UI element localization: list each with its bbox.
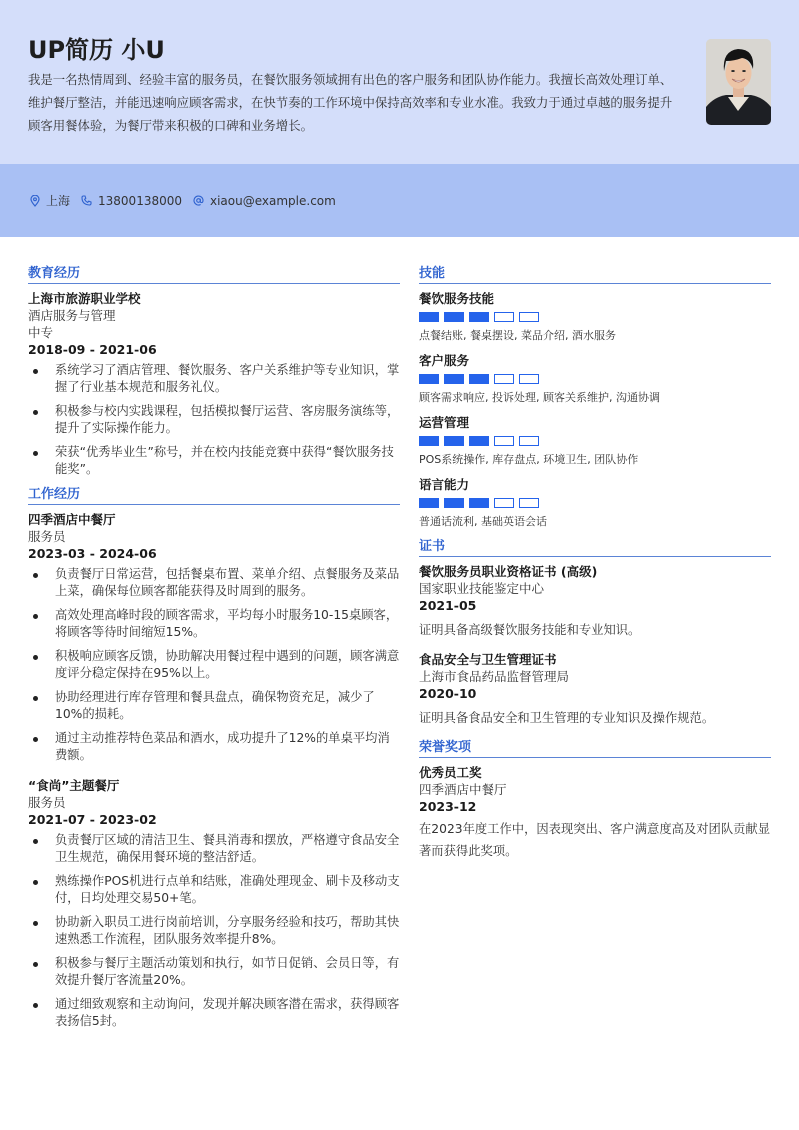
certificate-issuer: 国家职业技能鉴定中心: [419, 581, 545, 596]
skill-level-filled: [419, 312, 439, 322]
bullet-item: 系统学习了酒店管理、餐饮服务、客户关系维护等专业知识，掌握了行业基本规范和服务礼仪。: [28, 362, 400, 396]
location-text: 上海: [46, 194, 71, 208]
skill-level-empty: [494, 436, 514, 446]
skill-keywords: 点餐结账, 餐桌摆设, 菜品介绍, 酒水服务: [419, 329, 616, 342]
education-bullets: [28, 362, 400, 478]
skill-level-bar: [419, 312, 771, 322]
skill-level-filled: [469, 436, 489, 446]
skill-level-filled: [469, 374, 489, 384]
location-pin-icon: [30, 195, 40, 207]
resume-header: [0, 0, 799, 164]
contact-phone[interactable]: [81, 194, 182, 208]
work-date: 2023-03 - 2024-06: [28, 546, 157, 561]
bullet-item: 熟练操作POS机进行点单和结账，准确处理现金、刷卡及移动支付，日均处理交易50+笔。: [28, 873, 400, 907]
skill-level-filled: [444, 312, 464, 322]
section-title-certificates: 证书: [419, 538, 771, 557]
skill-level-filled: [419, 436, 439, 446]
skill-level-empty: [519, 436, 539, 446]
award-name: 优秀员工奖: [419, 765, 482, 780]
skill-entry: [419, 290, 771, 343]
education-section: [28, 265, 400, 478]
skill-name: 客户服务: [419, 353, 470, 368]
skill-keywords: POS系统操作, 库存盘点, 环境卫生, 团队协作: [419, 453, 639, 466]
award-date: 2023-12: [419, 799, 477, 814]
award-entry: [419, 764, 771, 862]
skill-level-filled: [469, 312, 489, 322]
company-name: 四季酒店中餐厅: [28, 512, 116, 527]
section-title-education: 教育经历: [28, 265, 400, 284]
bullet-item: 积极参与校内实践课程，包括模拟餐厅运营、客房服务演练等，提升了实际操作能力。: [28, 403, 400, 437]
skill-keywords: 顾客需求响应, 投诉处理, 顾客关系维护, 沟通协调: [419, 391, 660, 404]
certificate-description: 证明具备高级餐饮服务技能和专业知识。: [419, 623, 641, 637]
skill-level-bar: [419, 374, 771, 384]
personal-summary: 我是一名热情周到、经验丰富的服务员，在餐饮服务领域拥有出色的客户服务和团队协作能力。我擅长高效处理订单、维护餐厅整洁，并能迅速响应顾客需求，在快节奏的工作环境中保持高效率和专业水准。我致力于通过卓越的服务提升顾客用餐体验，为餐厅带来积极的口碑和业务增长。: [28, 72, 673, 133]
skill-entry: [419, 352, 771, 405]
certificate-date: 2021-05: [419, 598, 477, 613]
school-name: 上海市旅游职业学校: [28, 291, 141, 306]
work-bullets: [28, 832, 400, 1030]
skill-name: 语言能力: [419, 477, 470, 492]
skills-section: [419, 265, 771, 529]
bullet-item: 荣获“优秀毕业生”称号，并在校内技能竞赛中获得“餐饮服务技能奖”。: [28, 444, 400, 478]
bullet-item: 负责餐厅区域的清洁卫生、餐具消毒和摆放，严格遵守食品安全卫生规范，确保用餐环境的整洁舒适。: [28, 832, 400, 866]
portrait-image: [706, 39, 771, 125]
work-date: 2021-07 - 2023-02: [28, 812, 157, 827]
phone-text[interactable]: 13800138000: [98, 193, 182, 208]
skill-level-filled: [469, 498, 489, 508]
skill-level-empty: [519, 374, 539, 384]
bullet-item: 积极参与餐厅主题活动策划和执行，如节日促销、会员日等，有效提升餐厅客流量20%。: [28, 955, 400, 989]
certificate-name: 餐饮服务员职业资格证书 (高级): [419, 564, 598, 579]
bullet-item: 负责餐厅日常运营，包括餐桌布置、菜单介绍、点餐服务及菜品上菜，确保每位顾客都能获得及时周到的服务。: [28, 566, 400, 600]
skill-entry: [419, 414, 771, 467]
skill-keywords: 普通话流利, 基础英语会话: [419, 515, 547, 528]
work-bullets: [28, 566, 400, 764]
degree: 中专: [28, 325, 54, 340]
certificate-date: 2020-10: [419, 686, 477, 701]
education-entry: [28, 290, 400, 478]
certificate-name: 食品安全与卫生管理证书: [419, 652, 557, 667]
job-position: 服务员: [28, 795, 66, 810]
right-column: [419, 265, 771, 872]
email-at-icon: [193, 195, 204, 206]
skill-level-filled: [444, 498, 464, 508]
major: 酒店服务与管理: [28, 308, 116, 323]
bullet-item: 协助新入职员工进行岗前培训，分享服务经验和技巧，帮助其快速熟悉工作流程，团队服务效率提升8%。: [28, 914, 400, 948]
skill-level-empty: [494, 374, 514, 384]
skill-level-filled: [419, 498, 439, 508]
awards-section: [419, 739, 771, 862]
skill-name: 运营管理: [419, 415, 470, 430]
award-issuer: 四季酒店中餐厅: [419, 782, 507, 797]
phone-icon: [81, 195, 92, 206]
skill-entry: [419, 476, 771, 529]
candidate-name: UP简历 小U: [28, 36, 165, 64]
skill-name: 餐饮服务技能: [419, 291, 495, 306]
skill-level-filled: [444, 436, 464, 446]
bullet-item: 协助经理进行库存管理和餐具盘点，确保物资充足，减少了10%的损耗。: [28, 689, 400, 723]
skill-level-bar: [419, 498, 771, 508]
contact-bar: [0, 164, 799, 237]
skill-level-empty: [494, 498, 514, 508]
contact-location: [30, 192, 70, 209]
contact-email[interactable]: [193, 194, 336, 208]
skill-level-empty: [519, 498, 539, 508]
job-position: 服务员: [28, 529, 66, 544]
certificates-section: [419, 538, 771, 729]
company-name: “食尚”主题餐厅: [28, 778, 120, 793]
award-description: 在2023年度工作中，因表现突出、客户满意度高及对团队贡献显著而获得此奖项。: [419, 822, 771, 858]
certificate-entry: [419, 651, 771, 729]
education-date: 2018-09 - 2021-06: [28, 342, 157, 357]
bullet-item: 高效处理高峰时段的顾客需求，平均每小时服务10-15桌顾客，将顾客等待时间缩短15%。: [28, 607, 400, 641]
work-entry: [28, 511, 400, 764]
left-column: [28, 265, 400, 1037]
section-title-work: 工作经历: [28, 486, 400, 505]
skill-level-empty: [494, 312, 514, 322]
section-title-awards: 荣誉奖项: [419, 739, 771, 758]
skill-level-bar: [419, 436, 771, 446]
work-entry: [28, 777, 400, 1030]
certificate-description: 证明具备食品安全和卫生管理的专业知识及操作规范。: [419, 711, 715, 725]
skill-level-filled: [419, 374, 439, 384]
work-section: [28, 486, 400, 1030]
skill-level-filled: [444, 374, 464, 384]
bullet-item: 通过细致观察和主动询问，发现并解决顾客潜在需求，获得顾客表扬信5封。: [28, 996, 400, 1030]
certificate-issuer: 上海市食品药品监督管理局: [419, 669, 570, 684]
skill-level-empty: [519, 312, 539, 322]
section-title-skills: 技能: [419, 265, 771, 284]
certificate-entry: [419, 563, 771, 641]
email-text[interactable]: xiaou@example.com: [210, 193, 336, 208]
bullet-item: 通过主动推荐特色菜品和酒水，成功提升了12%的单桌平均消费额。: [28, 730, 400, 764]
bullet-item: 积极响应顾客反馈，协助解决用餐过程中遇到的问题，顾客满意度评分稳定保持在95%以上。: [28, 648, 400, 682]
profile-photo: [706, 39, 771, 125]
